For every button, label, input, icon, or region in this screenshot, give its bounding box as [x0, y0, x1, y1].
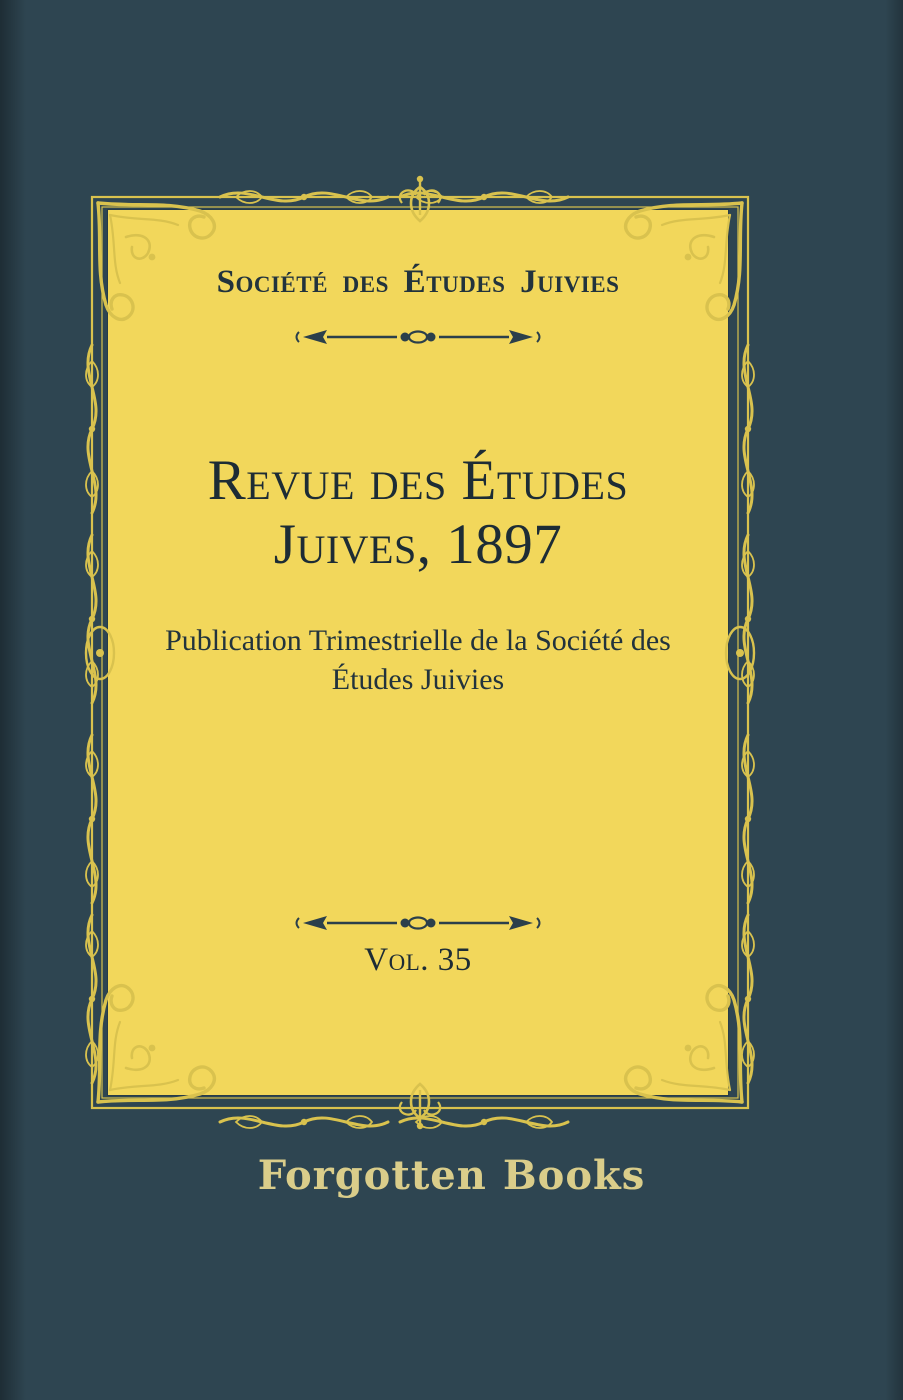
ornamental-divider-bottom-icon — [293, 910, 543, 936]
cover-panel — [108, 210, 728, 1095]
volume-label: Vol. 35 — [364, 942, 472, 978]
author-name: Société des Études Juivies — [216, 264, 620, 300]
publisher-word-forgotten: Forgotten — [257, 1152, 487, 1199]
book-title: Revue des Études Juives, 1897 — [207, 448, 629, 576]
publisher-logo — [0, 1152, 903, 1199]
ornamental-divider-icon — [293, 324, 543, 350]
cover-panel-content — [108, 210, 728, 1095]
book-subtitle: Publication Trimestrielle de la Société des Études Juivies — [165, 623, 671, 697]
publisher-word-books: Books — [502, 1152, 646, 1199]
